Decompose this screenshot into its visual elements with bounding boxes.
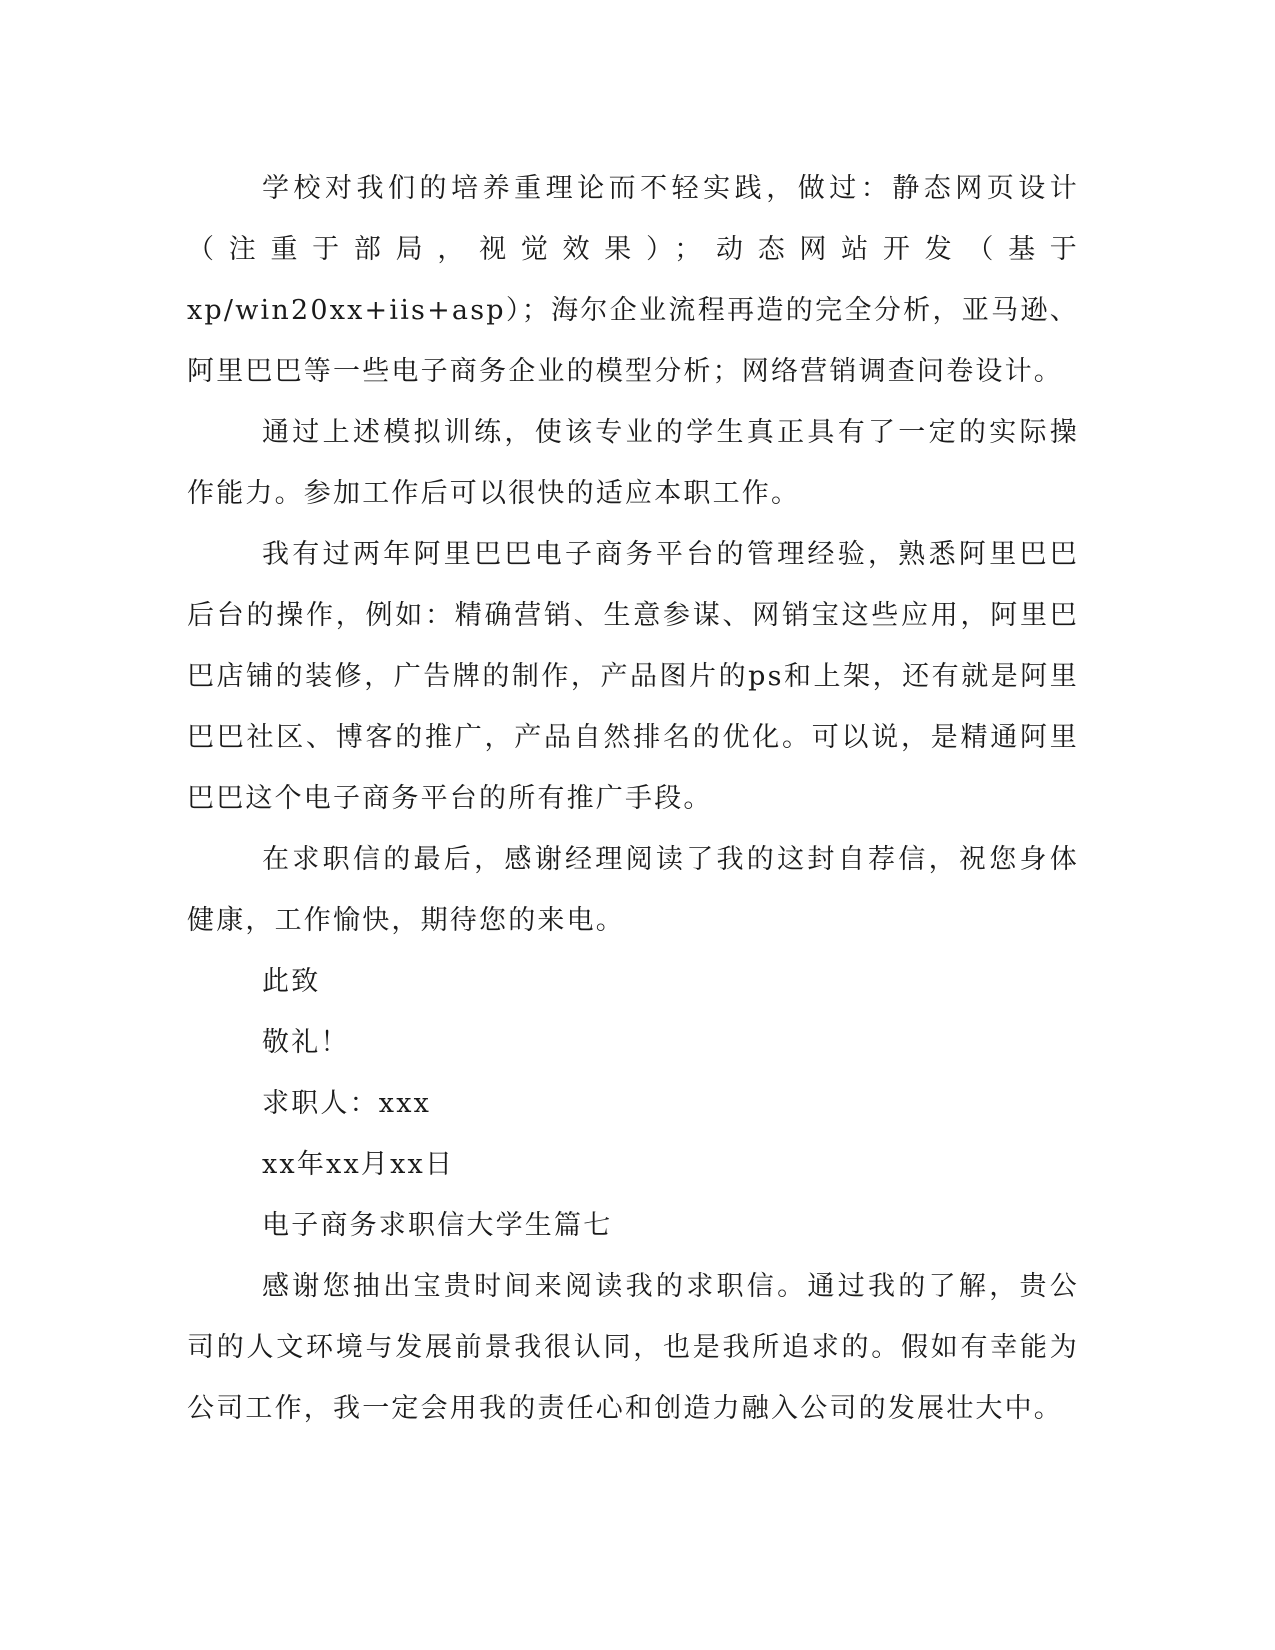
date: xx年xx月xx日 bbox=[262, 1149, 455, 1180]
paragraph-experience: 我有过两年阿里巴巴电子商务平台的管理经验，熟悉阿里巴巴后台的操作，例如：精确营销、生意参谋、网销宝这些应用，阿里巴巴店铺的装修，广告牌的制作，产品图片的ps和上架，还有就是阿里巴巴社区、博客的推广，产品自然排名的优化。可以说，是精通阿里巴巴这个电子商务平台的所有推广手段。 bbox=[187, 539, 1079, 814]
letter-body bbox=[187, 158, 1079, 1439]
paragraph-ability: 通过上述模拟训练，使该专业的学生真正具有了一定的实际操作能力。参加工作后可以很快的适应本职工作。 bbox=[187, 417, 1079, 509]
paragraph-thanks: 在求职信的最后，感谢经理阅读了我的这封自荐信，祝您身体健康，工作愉快，期待您的来电。 bbox=[187, 844, 1079, 936]
signature: 求职人：xxx bbox=[262, 1088, 432, 1119]
paragraph-final: 感谢您抽出宝贵时间来阅读我的求职信。通过我的了解，贵公司的人文环境与发展前景我很认同，也是我所追求的。假如有幸能为公司工作，我一定会用我的责任心和创造力融入公司的发展壮大中。 bbox=[187, 1271, 1079, 1424]
paragraph-training: 学校对我们的培养重理论而不轻实践，做过：静态网页设计（注重于部局，视觉效果）；动态网站开发（基于xp/win20xx+iis+asp）；海尔企业流程再造的完全分析，亚马逊、阿里巴巴等一些电子商务企业的模型分析；网络营销调查问卷设计。 bbox=[187, 173, 1079, 387]
closing-regards: 敬礼！ bbox=[262, 1027, 350, 1058]
closing-salutation: 此致 bbox=[262, 966, 321, 997]
section-heading: 电子商务求职信大学生篇七 bbox=[262, 1210, 613, 1241]
